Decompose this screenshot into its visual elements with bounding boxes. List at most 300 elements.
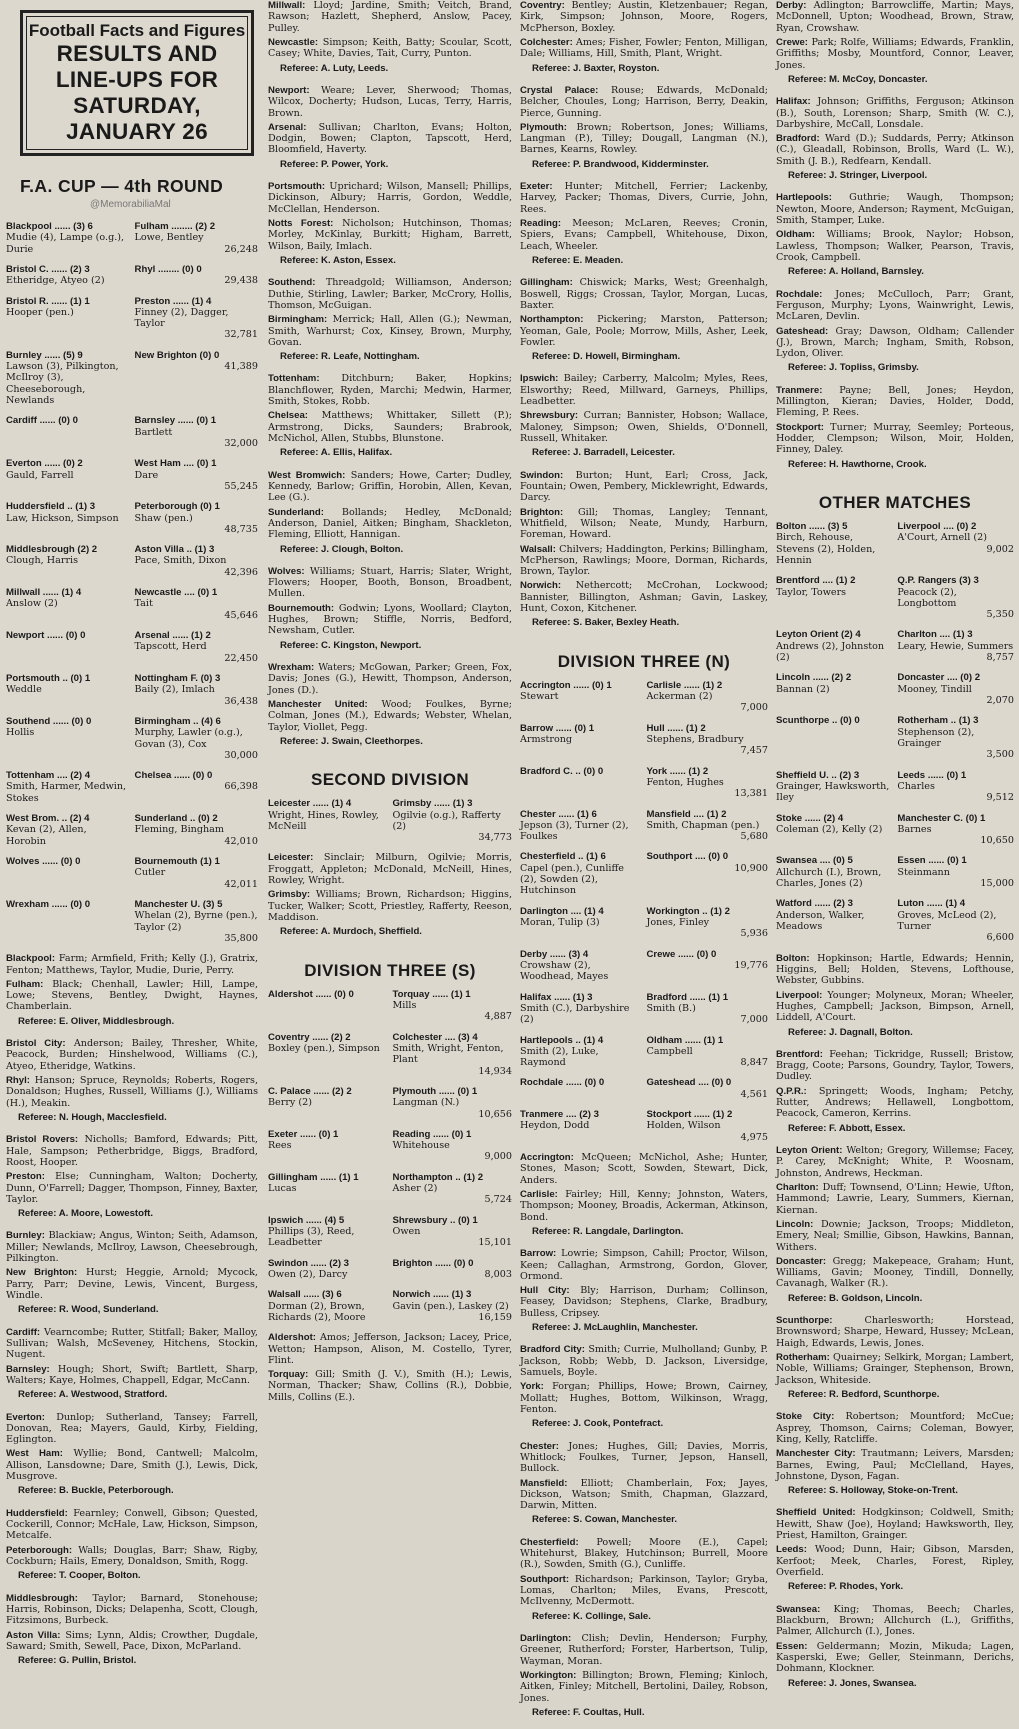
away-scorers: Peacock (2), Longbottom (897, 586, 957, 609)
referee-line (268, 736, 512, 747)
home-team-score: Scunthorpe .. (0) 0 (776, 715, 860, 727)
away-team-score: Workington .. (1) 2 (646, 905, 730, 917)
referee-line (776, 170, 1014, 181)
team-name: Manchester United: (268, 698, 368, 710)
home-side (776, 715, 893, 760)
away-side (135, 716, 258, 761)
lineup-players: Welton; Gregory, Willemse; Facey, P. Carey, McKnight; White, P. Woosnam, Johnston, Andrews, Heckman. (776, 1145, 1014, 1179)
team-name: Rhyl: (6, 1075, 30, 1087)
referee-text: Referee: R. Wood, Sunderland. (18, 1304, 159, 1316)
away-team-score: Luton ...... (1) 4 (897, 898, 966, 910)
referee-line (520, 447, 768, 458)
team-name: Newport: (268, 84, 310, 96)
away-side (897, 629, 1014, 663)
home-side (520, 949, 642, 983)
away-side (646, 809, 768, 843)
away-side (135, 296, 258, 341)
home-side (6, 415, 129, 449)
spacer (6, 1126, 258, 1134)
team-lineup (268, 699, 512, 733)
home-scorers: Grainger, Hawksworth, Iley (776, 780, 890, 804)
team-lineup (268, 1332, 512, 1366)
away-team-score: Rotherham .. (1) 3 (897, 715, 979, 727)
lineup-players: Payne; Bell, Jones; Heydon, Millington, Kieran; Davies, Holder, Dodd, Fleming, P. Rees. (776, 384, 1014, 419)
team-lineup (268, 507, 512, 541)
team-lineup (6, 1593, 258, 1627)
away-side (392, 1032, 512, 1077)
home-team-score: Wolves ...... (0) 0 (6, 856, 81, 868)
home-side (776, 813, 893, 847)
lineup-players: Simpson; Keith, Batty; Scoular, Scott, Casey; White, Davies, Tait, Curry, Punton. (268, 36, 512, 60)
referee-line (520, 351, 768, 362)
away-side (135, 350, 258, 407)
away-team-score: Rhyl ........ (0) 0 (134, 263, 202, 275)
lineup-players: Curran; Bannister, Hobson; Wallace, Maloney, Simpson; Owen, Shields, O'Donnell, Russell, Whitaker. (520, 410, 768, 444)
lineup-players: Taylor; Barnard, Stonehouse; Harris, Robinson, Dicks; Delapenha, Scott, Clough, Fitzsimons, Burbeck. (6, 1592, 258, 1627)
attendance: 29,438 (224, 275, 258, 287)
away-scorers: A'Court, Arnell (2) (897, 532, 987, 544)
lineup-players: Anderson; Bailey, Thresher, White, Peacock, Burden; Hinshelwood, Williams (C.), Atyeo, Etheridge, Watkins. (6, 1038, 258, 1072)
home-team-score: Blackpool ...... (3) 6 (6, 220, 93, 232)
attendance: 6,600 (986, 932, 1014, 944)
home-team-score: Halifax ...... (1) 3 (520, 991, 593, 1003)
attendance: 9,000 (484, 1151, 512, 1163)
team-name: Leicester: (268, 852, 314, 864)
lineup-players: Lloyd; Jardine, Smith; Veitch, Brand, Rawson; Hazlett, Shepherd, Anslow, Pacey, Pulley. (268, 0, 512, 34)
away-side (135, 458, 258, 492)
home-side (268, 989, 388, 1023)
home-scorers: Smith (C.), Darbyshire (2) (520, 1002, 630, 1026)
home-side (6, 856, 129, 890)
spacer (520, 269, 768, 277)
away-scorers: Charles (897, 780, 935, 792)
home-scorers: Anderson, Walker, Meadows (776, 909, 865, 933)
home-scorers: Crowshaw (2), Woodhead, Mayes (520, 959, 609, 983)
home-team-score: West Brom. .. (2) 4 (6, 813, 90, 825)
team-lineup (776, 1049, 1014, 1083)
team-lineup (268, 314, 512, 348)
lineup-players: Brown; Robertson, Jones; Williams, Langman (P.), Tilley; Dougall, Langman (N.), Barnes, Kearns, Rowley. (520, 121, 768, 156)
home-side (520, 680, 642, 714)
home-side (776, 521, 893, 566)
match-result (6, 296, 258, 341)
fa-cup-lineups-2 (268, 0, 512, 758)
lineup-players: Bailey; Carberry, Malcolm; Myles, Rees, Elsworthy; Reed, Millward, Garneys, Phillips, Leadbetter. (520, 373, 768, 408)
team-lineup (268, 218, 512, 252)
spacer (520, 173, 768, 181)
lineup-players: Hopkinson; Hartle, Edwards; Hennin, Higgins, Bell; Holden, Stevens, Lofthouse, Webster, Gubbins. (776, 952, 1014, 987)
away-team-score: Leeds ...... (0) 1 (897, 769, 967, 781)
match-result (520, 1077, 768, 1100)
away-side (897, 575, 1014, 620)
home-team-score: Brentford .... (1) 2 (776, 575, 856, 587)
referee-line (520, 255, 768, 266)
home-team-score: C. Palace ...... (2) 2 (268, 1085, 352, 1097)
home-scorers: Gauld, Farrell (6, 469, 74, 481)
team-lineup (776, 1256, 1014, 1290)
home-scorers: Jepson (3), Turner (2), Foulkes (520, 819, 629, 843)
team-lineup (776, 37, 1014, 71)
team-lineup (6, 1412, 258, 1446)
away-side (135, 501, 258, 535)
attendance: 3,500 (986, 749, 1014, 761)
away-scorers: Dare (134, 469, 159, 481)
div3s-lineups-3 (520, 0, 768, 640)
attendance: 10,650 (980, 835, 1014, 847)
attendance: 9,002 (986, 543, 1014, 555)
home-side (776, 770, 893, 804)
away-team-score: Carlisle ...... (1) 2 (646, 679, 723, 691)
home-scorers: Owen (2), Darcy (268, 1268, 348, 1280)
team-lineup (6, 1448, 258, 1482)
spacer (776, 377, 1014, 385)
home-team-score: Exeter ...... (0) 1 (268, 1128, 339, 1140)
team-lineup (776, 1145, 1014, 1179)
match-result (268, 1215, 512, 1249)
team-name: Tottenham: (268, 373, 320, 385)
attendance: 42,011 (224, 878, 258, 890)
team-lineup (776, 1352, 1014, 1386)
away-side (646, 723, 768, 757)
team-lineup (520, 1633, 768, 1667)
team-lineup (520, 314, 768, 348)
team-lineup (520, 37, 768, 60)
away-scorers: Asher (2) (392, 1183, 438, 1195)
away-team-score: New Brighton (0) 0 (134, 349, 220, 361)
away-scorers: Stephens, Bradbury (646, 733, 744, 745)
home-side (520, 1077, 642, 1100)
home-side (268, 1258, 388, 1281)
home-side (6, 501, 129, 535)
referee-text: Referee: A. Moore, Lowestoft. (18, 1208, 154, 1220)
team-name: Bournemouth: (268, 602, 335, 614)
team-lineup (6, 1038, 258, 1072)
spacer (520, 632, 768, 640)
referee-line (776, 266, 1014, 277)
div3s-results (268, 989, 512, 1324)
referee-line (776, 362, 1014, 373)
lineup-players: Clish; Devlin, Henderson; Furphy, Greener, Rutherford; Forster, Harbertson, Tulip, Wayman, Moran. (520, 1632, 768, 1667)
div3n-lineups-3 (520, 1152, 768, 1729)
team-name: Oldham: (776, 229, 815, 241)
team-name: Bolton: (776, 952, 810, 964)
match-result (776, 629, 1014, 663)
referee-line (268, 255, 512, 266)
referee-text: Referee: S. Baker, Bexley Heath. (532, 617, 680, 629)
team-name: Rochdale: (776, 288, 823, 300)
team-lineup (520, 1248, 768, 1282)
team-name: Ipswich: (520, 373, 559, 385)
team-lineup (268, 566, 512, 600)
team-lineup (6, 1327, 258, 1361)
away-side (392, 1129, 512, 1163)
lineup-players: Billington; Brown, Fleming; Kinloch, Aitken, Finley; Mitchell, Bertolini, Dailey, Robson, Jones. (520, 1669, 768, 1704)
team-name: Cardiff: (6, 1326, 41, 1338)
away-team-score: Charlton .... (1) 3 (897, 629, 973, 641)
away-team-score: Gateshead .... (0) 0 (646, 1077, 732, 1089)
home-side (520, 906, 642, 940)
team-lineup (520, 1344, 768, 1378)
home-side (268, 1086, 388, 1120)
lineup-players: Vearncombe; Rutter, Stitfall; Baker, Malloy, Sullivan; Walsh, McSeveney, Hitchens, Stockin, Nugent. (6, 1326, 258, 1361)
referee-text: Referee: C. Kingston, Newport. (280, 639, 422, 651)
team-name: Mansfield: (520, 1477, 568, 1489)
home-side (520, 766, 642, 800)
team-lineup (268, 470, 512, 504)
match-result (268, 798, 512, 843)
attendance: 35,800 (224, 932, 258, 944)
spacer (6, 1585, 258, 1593)
home-team-score: Lincoln ...... (2) 2 (776, 672, 852, 684)
away-scorers: Whitehouse (392, 1140, 450, 1152)
home-side (520, 851, 642, 896)
lineup-players: Ward (D.); Suddards, Perry; Atkinson (C.), Gleadall, Robinson, Brolls, Ward (L. W.), Smith (J. B.), Redfearn, Kendall. (776, 133, 1014, 167)
away-team-score: Fulham ........ (2) 2 (134, 220, 216, 232)
team-lineup (776, 1411, 1014, 1445)
match-result (776, 770, 1014, 804)
team-name: Brighton: (520, 506, 564, 518)
lineup-players: Farm; Armfield, Frith; Kelly (J.), Gratrix, Fenton; Matthews, Taylor, Mudie, Durie, Perry. (6, 953, 258, 976)
spacer (268, 462, 512, 470)
attendance: 4,975 (740, 1131, 768, 1143)
team-lineup (776, 1544, 1014, 1578)
team-name: Hull City: (520, 1285, 570, 1297)
away-scorers: Stephenson (2), Grainger (897, 726, 975, 749)
spacer (268, 654, 512, 662)
away-team-score: York ...... (1) 2 (646, 765, 709, 777)
home-team-score: Southend ...... (0) 0 (6, 715, 92, 727)
team-name: Essen: (776, 1640, 808, 1652)
referee-line (268, 63, 512, 74)
away-scorers: Steinmann (897, 866, 950, 878)
referee-text: Referee: A. Luty, Leeds. (280, 62, 389, 74)
away-team-score: Brighton ...... (0) 0 (392, 1257, 474, 1269)
away-team-score: Grimsby ...... (1) 3 (392, 798, 473, 810)
lineup-players: Threadgold; Williamson, Anderson; Duthie, Stirling, Lawler; Barker, McCrory, Hollis, Thomson, McGuigan. (268, 277, 512, 311)
team-name: Norwich: (520, 580, 562, 592)
home-team-score: Bristol C. ...... (2) 3 (6, 263, 90, 275)
team-name: Portsmouth: (268, 181, 326, 193)
match-result (6, 458, 258, 492)
lineup-players: Rouse; Edwards, McDonald; Belcher, Choules, Long; Harrison, Berry, Deakin, Pierce, Gunning. (520, 84, 768, 119)
team-lineup (776, 229, 1014, 263)
headline-title-line2: SATURDAY, JANUARY 26 (66, 92, 208, 144)
team-lineup (520, 181, 768, 215)
team-lineup (776, 422, 1014, 456)
spacer (776, 1692, 1014, 1700)
lineup-players: Weare; Lever, Sherwood; Thomas, Wilcox, Docherty; Hudson, Lucas, Terry, Harris, Brown. (268, 84, 512, 119)
lineup-players: Downie; Jackson, Troops; Middleton, Emery, Neal; Smillie, Gibson, Hawkins, Bannan, Withers. (776, 1218, 1014, 1253)
away-team-score: Bournemouth (1) 1 (134, 856, 220, 868)
away-side (646, 992, 768, 1026)
away-scorers: Mooney, Tindill (897, 683, 972, 695)
spacer (520, 1433, 768, 1441)
home-team-score: Barrow ...... (0) 1 (520, 722, 595, 734)
away-scorers: Ackerman (2) (646, 691, 713, 703)
match-result (776, 521, 1014, 566)
home-team-score: Cardiff ...... (0) 0 (6, 415, 78, 427)
team-name: Notts Forest: (268, 218, 334, 229)
team-lineup (268, 852, 512, 886)
away-scorers: Pace, Smith, Dixon (134, 555, 227, 567)
team-name: Sunderland: (268, 506, 324, 518)
referee-line (776, 459, 1014, 470)
team-name: Stoke City: (776, 1411, 835, 1423)
home-team-score: Sheffield U. .. (2) 3 (776, 769, 860, 781)
attendance: 8,757 (986, 652, 1014, 664)
referee-line (776, 1678, 1014, 1689)
referee-line (6, 1016, 258, 1027)
lineup-players: Richardson; Parkinson, Taylor; Gryba, Lomas, Charlton; Miles, Evans, Prescott, McIlvenny, McDermott. (520, 1573, 768, 1608)
away-side (392, 1215, 512, 1249)
lineup-players: Hunter; Mitchell, Ferrier; Lackenby, Harvey, Packer; Thomas, Divers, Currie, John, Rees. (520, 181, 768, 215)
home-scorers: Armstrong (520, 733, 573, 745)
referee-text: Referee: B. Goldson, Lincoln. (788, 1292, 923, 1304)
team-lineup (520, 1574, 768, 1608)
match-result (6, 544, 258, 578)
referee-text: Referee: J. Stringer, Liverpool. (788, 170, 928, 182)
away-scorers: Jones, Finley (646, 917, 710, 929)
team-name: Manchester City: (776, 1448, 856, 1460)
match-result (520, 1035, 768, 1069)
attendance: 48,735 (224, 523, 258, 535)
team-name: Brentford: (776, 1048, 823, 1060)
away-side (646, 1109, 768, 1143)
team-name: Crewe: (776, 36, 808, 48)
referee-line (268, 926, 512, 937)
team-lineup (6, 953, 258, 976)
lineup-players: Uprichard; Wilson, Mansell; Phillips, Dickinson, Albury; Harris, Gordon, Weddle, McClellan, Henderson. (268, 181, 512, 215)
div3n-results (520, 680, 768, 1143)
lineup-players: Jones; McCulloch, Parr; Grant, Ferguson, Murphy; Lyons, Wainwright, Lewis, McLaren, Devlin. (776, 288, 1014, 323)
away-team-score: Manchester C. (0) 1 (897, 812, 986, 824)
lineup-players: Hurst; Heggie, Arnold; Mycock, Parry, Parr; Devine, Lewis, Vincent, Burgess, Windle. (6, 1267, 258, 1302)
spacer (6, 1404, 258, 1412)
home-team-score: Portsmouth .. (0) 1 (6, 672, 91, 684)
attendance: 7,457 (740, 745, 768, 757)
home-team-score: Newport ...... (0) 0 (6, 630, 86, 642)
away-team-score: Colchester .... (3) 4 (392, 1031, 478, 1043)
lineup-players: Gray; Dawson, Oldham; Callender (J.), Brown, March; Ingham, Smith, Robson, Lydon, Oliver. (776, 325, 1014, 360)
away-side (897, 715, 1014, 760)
team-lineup (6, 979, 258, 1013)
team-lineup (520, 410, 768, 444)
home-team-score: Wrexham ...... (0) 0 (6, 898, 91, 910)
spacer (520, 77, 768, 85)
team-name: Huddersfield: (6, 1507, 68, 1519)
referee-line (520, 1226, 768, 1237)
team-lineup (268, 37, 512, 60)
lineup-players: Younger; Molyneux, Moran; Wheeler, Hughes, Campbell; Jackson, Bimpson, Arnell, Liddell, A'Court. (776, 989, 1014, 1024)
home-side (520, 1035, 642, 1069)
team-lineup (6, 1230, 258, 1264)
team-name: Gateshead: (776, 325, 829, 337)
home-side (6, 770, 129, 804)
home-side (776, 575, 893, 620)
lineup-players: Sullivan; Charlton, Evans; Holton, Dodgin, Bowen; Clapton, Tapscott, Herd, Bloomfield, Haverty. (268, 121, 512, 156)
away-team-score: Q.P. Rangers (3) 3 (897, 575, 979, 587)
lineup-players: Williams; Brook, Naylor; Hobson, Lawless, Thompson; Walker, Pearson, Travis, Crook, Campbell. (776, 229, 1014, 263)
lineup-players: Fearnley; Conwell, Gibson; Quested, Cockerill, Connor; McHale, Law, Hickson, Simpson, Metcalfe. (6, 1507, 258, 1542)
match-result (268, 989, 512, 1023)
column-2 (268, 0, 513, 1403)
home-side (6, 673, 129, 707)
attendance: 9,512 (986, 792, 1014, 804)
referee-text: Referee: A. Ellis, Halifax. (280, 447, 393, 459)
lineup-players: Duff; Townsend, O'Linn; Hewie, Ufton, Hammond; Lawrie, Leary, Summers, Kiernan, Kiernan. (776, 1181, 1014, 1216)
away-team-score: Peterborough (0) 1 (134, 501, 220, 513)
away-side (135, 813, 258, 847)
team-name: Swansea: (776, 1603, 821, 1615)
spacer (520, 1336, 768, 1344)
team-name: Colchester: (520, 36, 573, 48)
attendance: 55,245 (224, 480, 258, 492)
home-team-score: Bristol R. ...... (1) 1 (6, 295, 90, 307)
match-result (6, 501, 258, 535)
home-scorers: Boxley (pen.), Simpson (268, 1042, 380, 1054)
away-side (897, 898, 1014, 943)
match-result (520, 766, 768, 800)
away-scorers: Gavin (pen.), Laskey (2) (392, 1300, 509, 1312)
referee-text: Referee: J. Topliss, Grimsby. (788, 362, 919, 374)
referee-line (520, 1418, 768, 1429)
column-4 (776, 0, 1014, 1689)
match-result (776, 813, 1014, 847)
referee-line (6, 1389, 258, 1400)
lineup-players: Meeson; McLaren, Reeves; Cronin, Spiers, Evans; Campbell, Whitehouse, Dixon, Leach, Wheeler. (520, 218, 768, 252)
second-division-results (268, 798, 512, 843)
away-side (392, 989, 512, 1023)
lineup-players: Feehan; Tickridge, Russell; Bristow, Bragg, Coote; Parsons, Goundry, Taylor, Towers, Dudley. (776, 1048, 1014, 1083)
away-scorers: Smith, Chapman (pen.) (646, 819, 760, 831)
referee-text: Referee: J. Swain, Cleethorpes. (280, 735, 423, 747)
team-lineup (268, 122, 512, 156)
match-result (776, 672, 1014, 706)
team-name: New Brighton: (6, 1267, 78, 1279)
away-team-score: Oldham ...... (1) 1 (646, 1034, 724, 1046)
spacer (776, 1596, 1014, 1604)
away-side (135, 415, 258, 449)
away-scorers: Bartlett (134, 426, 173, 438)
home-team-score: Ipswich ...... (4) 5 (268, 1214, 345, 1226)
section-title-fa-cup: F.A. CUP — 4th ROUND (20, 175, 224, 196)
away-scorers: Smith (B.) (646, 1002, 696, 1014)
home-team-score: Accrington ...... (0) 1 (520, 679, 612, 691)
referee-text: Referee: N. Hough, Macclesfield. (18, 1111, 167, 1123)
home-side (268, 1289, 388, 1323)
home-side (268, 1215, 388, 1249)
referee-line (520, 159, 768, 170)
match-result (520, 680, 768, 714)
home-team-score: Tottenham .... (2) 4 (6, 770, 91, 782)
lineup-players: Burton; Hunt, Earl; Cross, Jack, Fountain; Owen, Pembery, Micklewright, Edwards, Darcy. (520, 469, 768, 504)
away-side (135, 856, 258, 890)
team-lineup (776, 385, 1014, 419)
team-name: Sheffield United: (776, 1507, 856, 1519)
team-name: Leeds: (776, 1544, 807, 1556)
referee-text: Referee: H. Hawthorne, Crook. (788, 458, 927, 470)
team-lineup (776, 0, 1014, 34)
lineup-players: Matthews; Whittaker, Sillett (P.); Armstrong, Dicks, Saunders; Brabrook, McNichol, Allen, Stubbs, Blunstone. (268, 410, 512, 444)
match-result (776, 898, 1014, 943)
away-side (646, 1077, 768, 1100)
referee-text: Referee: M. McCoy, Doncaster. (788, 73, 928, 85)
away-scorers: Cutler (134, 867, 166, 879)
referee-line (520, 1322, 768, 1333)
team-lineup (6, 1545, 258, 1568)
team-name: Doncaster: (776, 1255, 827, 1267)
referee-text: Referee: E. Oliver, Middlesbrough. (18, 1015, 175, 1027)
